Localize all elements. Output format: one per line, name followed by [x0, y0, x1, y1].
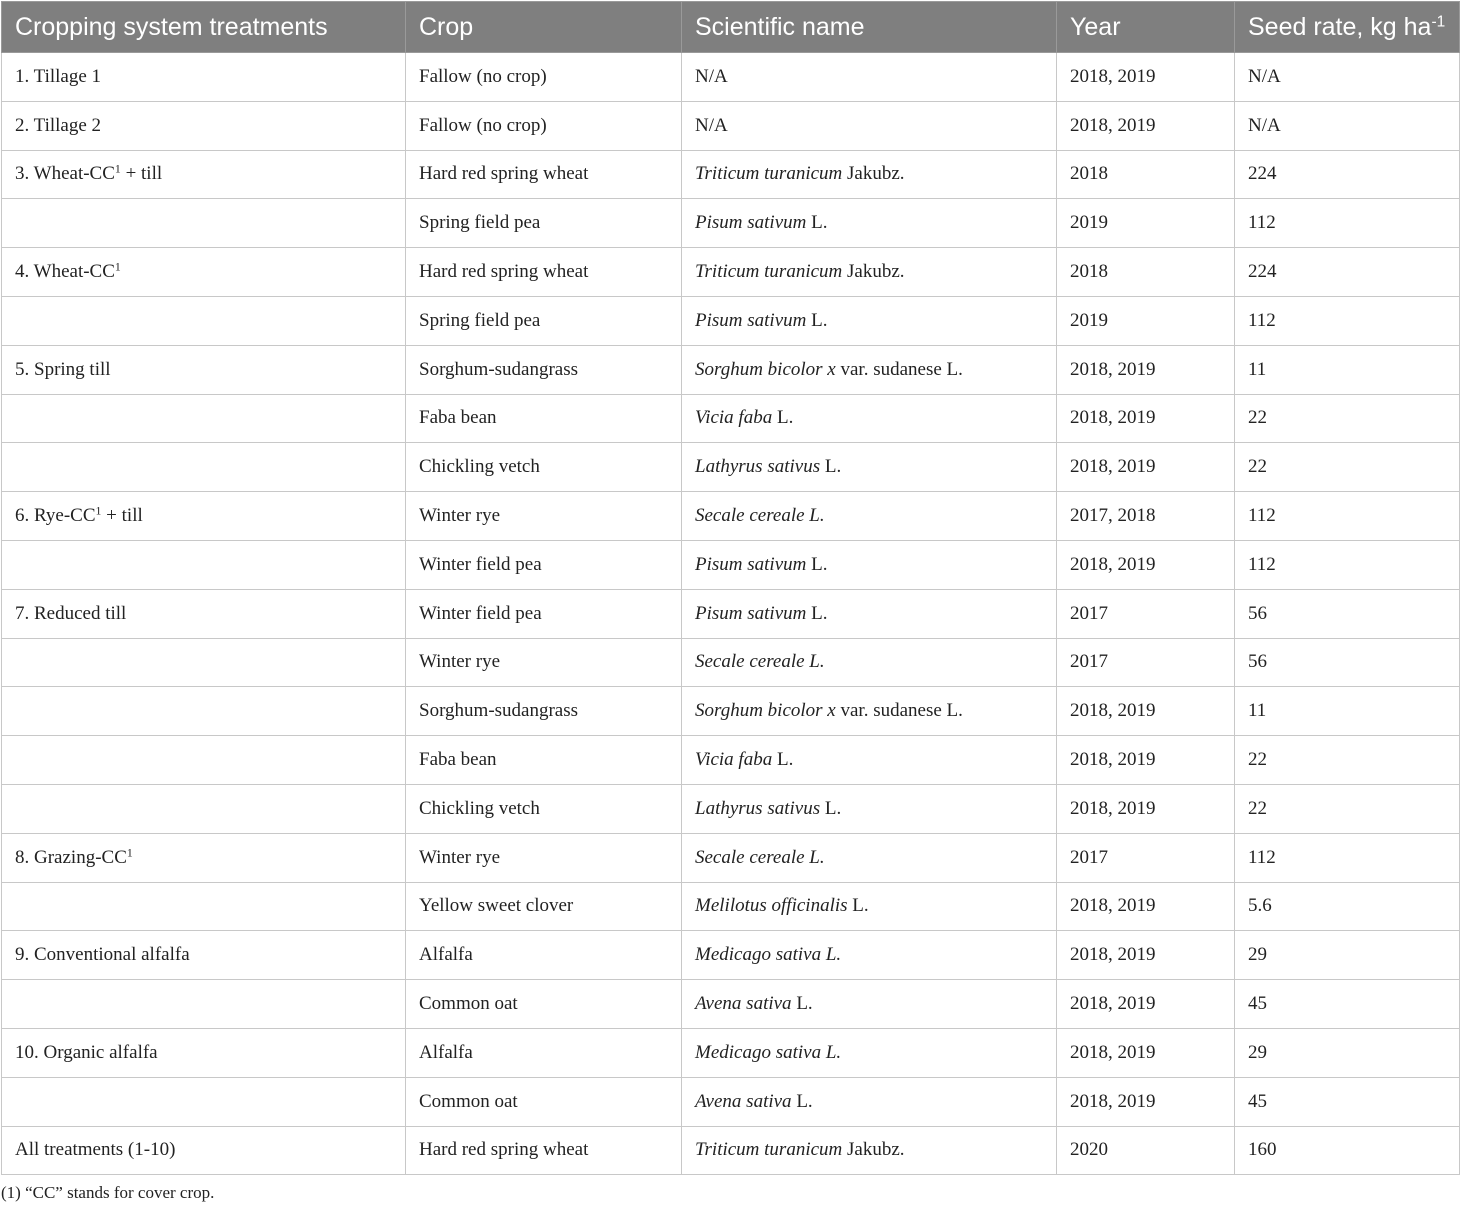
species-name: Secale cereale L. — [695, 651, 825, 673]
name-authority: N/A — [695, 65, 728, 87]
species-name: Lathyrus sativus — [695, 456, 821, 478]
cell-scientific-name — [682, 638, 1057, 687]
cell-seed-rate: 45 — [1235, 980, 1460, 1029]
footnote-marker: 1 — [95, 504, 102, 518]
cell-year: 2017 — [1057, 589, 1235, 638]
cell-year: 2019 — [1057, 199, 1235, 248]
cell-treatment — [2, 53, 406, 102]
name-authority: L. — [772, 749, 794, 771]
cell-year: 2018, 2019 — [1057, 980, 1235, 1029]
treatment-label: 5. Spring till — [15, 358, 111, 380]
treatment-label: 1. Tillage 1 — [15, 65, 102, 87]
cell-year: 2018, 2019 — [1057, 687, 1235, 736]
table-row — [2, 833, 1460, 882]
cell-treatment — [2, 345, 406, 394]
name-authority: L. — [820, 797, 842, 819]
name-authority: L. — [772, 407, 794, 429]
table-row — [2, 345, 1460, 394]
cell-treatment — [2, 736, 406, 785]
cell-treatment — [2, 296, 406, 345]
cell-treatment — [2, 394, 406, 443]
table-row — [2, 1028, 1460, 1077]
table-row — [2, 589, 1460, 638]
cell-scientific-name — [682, 882, 1057, 931]
cell-year: 2018, 2019 — [1057, 443, 1235, 492]
species-name: Melilotus officinalis — [695, 895, 848, 917]
species-name: Triticum turanicum — [695, 163, 843, 185]
name-authority: L. — [806, 553, 828, 575]
name-authority: L. — [806, 602, 828, 624]
cell-scientific-name — [682, 833, 1057, 882]
header-label: Scientific name — [695, 12, 865, 41]
treatment-label: 6. Rye-CC — [15, 505, 96, 527]
cell-treatment — [2, 101, 406, 150]
cell-treatment — [2, 1028, 406, 1077]
treatment-label: All treatments (1-10) — [15, 1139, 176, 1161]
table-row — [2, 296, 1460, 345]
cell-year: 2017 — [1057, 833, 1235, 882]
species-name: Avena sativa — [695, 993, 792, 1015]
cell-seed-rate: 160 — [1235, 1126, 1460, 1175]
cell-treatment — [2, 540, 406, 589]
header-superscript: -1 — [1431, 12, 1446, 30]
cell-seed-rate: 112 — [1235, 492, 1460, 541]
cell-year: 2018, 2019 — [1057, 394, 1235, 443]
cell-treatment — [2, 248, 406, 297]
species-name: Pisum sativum — [695, 309, 807, 331]
cell-treatment — [2, 931, 406, 980]
table-row — [2, 492, 1460, 541]
cell-crop: Alfalfa — [406, 931, 682, 980]
species-name: Pisum sativum — [695, 602, 807, 624]
cell-scientific-name — [682, 150, 1057, 199]
cell-scientific-name — [682, 492, 1057, 541]
cell-seed-rate: 11 — [1235, 345, 1460, 394]
cell-crop: Winter rye — [406, 492, 682, 541]
cell-seed-rate: 29 — [1235, 931, 1460, 980]
cell-scientific-name — [682, 199, 1057, 248]
treatment-label: 9. Conventional alfalfa — [15, 944, 190, 966]
cell-year: 2018, 2019 — [1057, 53, 1235, 102]
footnote-marker: 1 — [126, 846, 133, 860]
treatment-suffix: + till — [101, 505, 143, 527]
species-name: Pisum sativum — [695, 212, 807, 234]
cell-scientific-name — [682, 540, 1057, 589]
cell-crop: Hard red spring wheat — [406, 1126, 682, 1175]
cell-crop: Spring field pea — [406, 199, 682, 248]
cell-treatment — [2, 443, 406, 492]
header-label: Cropping system treatments — [15, 12, 328, 41]
cell-crop: Yellow sweet clover — [406, 882, 682, 931]
cell-crop: Sorghum-sudangrass — [406, 345, 682, 394]
cell-crop: Sorghum-sudangrass — [406, 687, 682, 736]
cell-scientific-name — [682, 394, 1057, 443]
cell-scientific-name — [682, 53, 1057, 102]
treatment-label: 3. Wheat-CC — [15, 163, 115, 185]
cell-seed-rate: 112 — [1235, 199, 1460, 248]
species-name: Avena sativa — [695, 1090, 792, 1112]
species-name: Lathyrus sativus — [695, 797, 821, 819]
table-row — [2, 1126, 1460, 1175]
cell-year: 2018, 2019 — [1057, 882, 1235, 931]
cell-crop: Common oat — [406, 980, 682, 1029]
cell-crop: Faba bean — [406, 736, 682, 785]
cell-seed-rate: 45 — [1235, 1077, 1460, 1126]
name-authority: var. sudanese L. — [835, 700, 963, 722]
cell-treatment — [2, 589, 406, 638]
table-row — [2, 980, 1460, 1029]
table-row — [2, 784, 1460, 833]
cell-seed-rate: 112 — [1235, 833, 1460, 882]
cell-seed-rate: 224 — [1235, 248, 1460, 297]
cell-crop: Winter rye — [406, 638, 682, 687]
cell-seed-rate: 5.6 — [1235, 882, 1460, 931]
cell-treatment — [2, 150, 406, 199]
cell-treatment — [2, 687, 406, 736]
header-year — [1057, 2, 1235, 53]
cell-scientific-name — [682, 589, 1057, 638]
cell-year: 2018 — [1057, 150, 1235, 199]
cell-seed-rate: 112 — [1235, 296, 1460, 345]
cell-seed-rate: N/A — [1235, 101, 1460, 150]
cell-treatment — [2, 784, 406, 833]
header-label: Seed rate, kg ha — [1248, 12, 1432, 41]
cell-year: 2017 — [1057, 638, 1235, 687]
cell-treatment — [2, 199, 406, 248]
cell-scientific-name — [682, 1126, 1057, 1175]
species-name: Triticum turanicum — [695, 1139, 843, 1161]
cell-treatment — [2, 882, 406, 931]
cell-seed-rate: 22 — [1235, 736, 1460, 785]
cell-seed-rate: 224 — [1235, 150, 1460, 199]
name-authority: Jakubz. — [842, 261, 905, 283]
cell-scientific-name — [682, 248, 1057, 297]
name-authority: L. — [847, 895, 869, 917]
cell-treatment — [2, 492, 406, 541]
cell-seed-rate: 112 — [1235, 540, 1460, 589]
cell-treatment — [2, 1077, 406, 1126]
cell-seed-rate: 22 — [1235, 443, 1460, 492]
header-scientific-name — [682, 2, 1057, 53]
name-authority: L. — [791, 1090, 813, 1112]
cell-seed-rate: 29 — [1235, 1028, 1460, 1077]
table-footnote: (1) “CC” stands for cover crop. — [1, 1183, 215, 1202]
treatment-label: 10. Organic alfalfa — [15, 1041, 158, 1063]
name-authority: L. — [806, 309, 828, 331]
header-crop — [406, 2, 682, 53]
cell-year: 2018, 2019 — [1057, 784, 1235, 833]
cell-crop: Spring field pea — [406, 296, 682, 345]
cell-crop: Chickling vetch — [406, 443, 682, 492]
name-authority: Jakubz. — [842, 1139, 905, 1161]
cell-scientific-name — [682, 1077, 1057, 1126]
cell-seed-rate: 22 — [1235, 784, 1460, 833]
cell-crop: Winter field pea — [406, 540, 682, 589]
cell-crop: Common oat — [406, 1077, 682, 1126]
cell-scientific-name — [682, 980, 1057, 1029]
cell-treatment — [2, 833, 406, 882]
cell-scientific-name — [682, 345, 1057, 394]
table-row — [2, 638, 1460, 687]
header-seed-rate — [1235, 2, 1460, 53]
cell-scientific-name — [682, 296, 1057, 345]
cell-scientific-name — [682, 1028, 1057, 1077]
cell-scientific-name — [682, 931, 1057, 980]
table-body — [2, 53, 1460, 1175]
cell-scientific-name — [682, 784, 1057, 833]
table-row — [2, 150, 1460, 199]
name-authority: L. — [806, 212, 828, 234]
header-label: Year — [1070, 12, 1121, 41]
cell-scientific-name — [682, 687, 1057, 736]
cell-treatment — [2, 980, 406, 1029]
header-treatments — [2, 2, 406, 53]
cell-year: 2017, 2018 — [1057, 492, 1235, 541]
species-name: Vicia faba — [695, 407, 773, 429]
cell-crop: Fallow (no crop) — [406, 101, 682, 150]
name-authority: L. — [791, 993, 813, 1015]
treatment-label: 7. Reduced till — [15, 602, 127, 624]
cell-year: 2018, 2019 — [1057, 540, 1235, 589]
cell-seed-rate: 56 — [1235, 589, 1460, 638]
species-name: Vicia faba — [695, 749, 773, 771]
cell-seed-rate: 56 — [1235, 638, 1460, 687]
cell-year: 2018, 2019 — [1057, 345, 1235, 394]
cell-scientific-name — [682, 443, 1057, 492]
cell-treatment — [2, 638, 406, 687]
cell-crop: Chickling vetch — [406, 784, 682, 833]
table-row — [2, 540, 1460, 589]
species-name: Medicago sativa L. — [695, 944, 842, 966]
cell-year: 2018, 2019 — [1057, 931, 1235, 980]
cell-crop: Winter rye — [406, 833, 682, 882]
cell-crop: Alfalfa — [406, 1028, 682, 1077]
cell-seed-rate: 22 — [1235, 394, 1460, 443]
table-row — [2, 101, 1460, 150]
table-row — [2, 199, 1460, 248]
name-authority: var. sudanese L. — [835, 358, 963, 380]
name-authority: L. — [820, 456, 842, 478]
table-row — [2, 1077, 1460, 1126]
cell-crop: Faba bean — [406, 394, 682, 443]
cell-year: 2020 — [1057, 1126, 1235, 1175]
cell-crop: Hard red spring wheat — [406, 248, 682, 297]
cell-year: 2019 — [1057, 296, 1235, 345]
cell-year: 2018, 2019 — [1057, 101, 1235, 150]
cell-seed-rate: 11 — [1235, 687, 1460, 736]
table-row — [2, 687, 1460, 736]
cell-treatment — [2, 1126, 406, 1175]
cell-year: 2018, 2019 — [1057, 1028, 1235, 1077]
species-name: Medicago sativa L. — [695, 1041, 842, 1063]
name-authority: N/A — [695, 114, 728, 136]
table-row — [2, 394, 1460, 443]
cell-seed-rate: N/A — [1235, 53, 1460, 102]
cell-crop: Hard red spring wheat — [406, 150, 682, 199]
cell-year: 2018, 2019 — [1057, 1077, 1235, 1126]
species-name: Pisum sativum — [695, 553, 807, 575]
cell-year: 2018 — [1057, 248, 1235, 297]
footnote-marker: 1 — [114, 163, 121, 177]
table-row — [2, 248, 1460, 297]
species-name: Sorghum bicolor x — [695, 700, 836, 722]
cell-year: 2018, 2019 — [1057, 736, 1235, 785]
table-row — [2, 882, 1460, 931]
cell-crop: Winter field pea — [406, 589, 682, 638]
treatment-label: 4. Wheat-CC — [15, 261, 115, 283]
table-row — [2, 443, 1460, 492]
table-row — [2, 53, 1460, 102]
name-authority: Jakubz. — [842, 163, 905, 185]
species-name: Secale cereale L. — [695, 505, 825, 527]
species-name: Triticum turanicum — [695, 261, 843, 283]
footnote-marker: 1 — [114, 260, 121, 274]
crop-treatment-table — [1, 1, 1460, 1175]
species-name: Secale cereale L. — [695, 846, 825, 868]
cell-scientific-name — [682, 101, 1057, 150]
treatment-label: 8. Grazing-CC — [15, 846, 127, 868]
species-name: Sorghum bicolor x — [695, 358, 836, 380]
cell-crop: Fallow (no crop) — [406, 53, 682, 102]
table-row — [2, 931, 1460, 980]
table-row — [2, 736, 1460, 785]
header-label: Crop — [419, 12, 474, 41]
treatment-label: 2. Tillage 2 — [15, 114, 102, 136]
header-row — [2, 2, 1460, 53]
cell-scientific-name — [682, 736, 1057, 785]
table-header — [2, 2, 1460, 53]
treatment-suffix: + till — [120, 163, 163, 185]
